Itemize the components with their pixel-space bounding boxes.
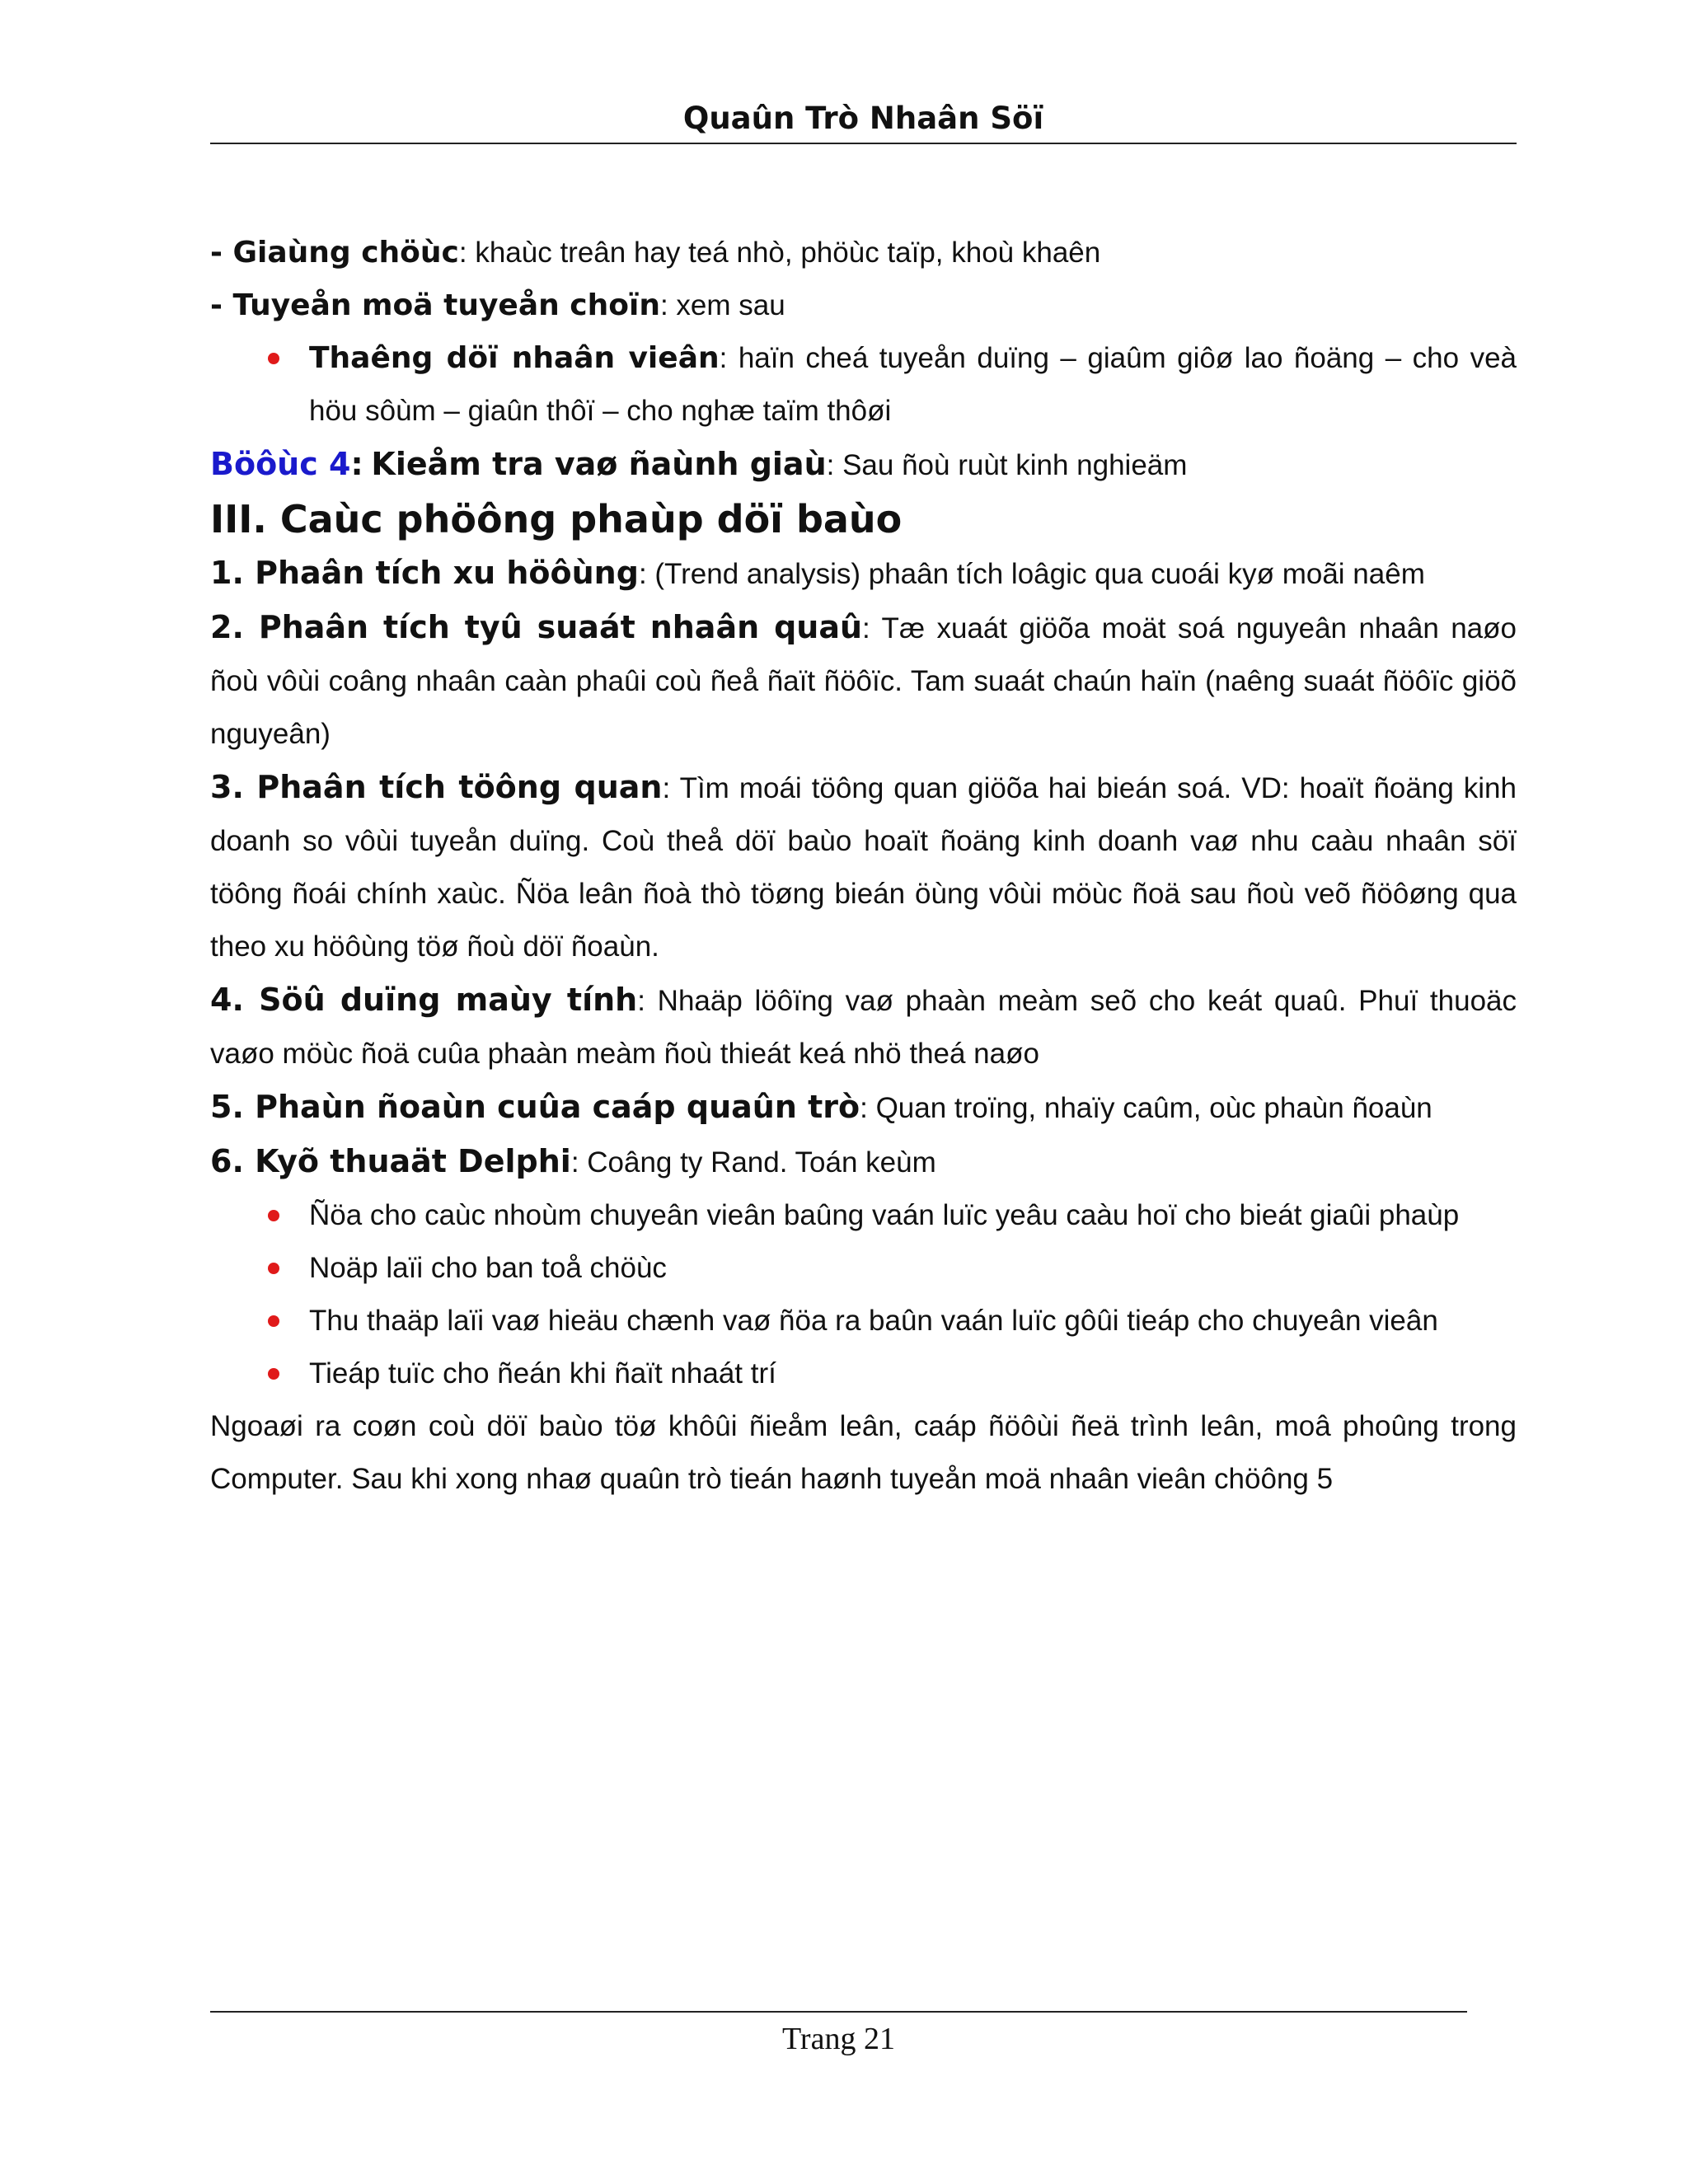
- method-1: [210, 546, 1517, 601]
- step-4-colon: :: [350, 446, 363, 482]
- method-1-text: : (Trend analysis) phaân tích loâgic qua cuoái kyø moãi naêm: [638, 558, 1425, 590]
- line-demotion-term: - Giaùng chöùc: [210, 236, 459, 269]
- bullet-text: : haïn cheá tuyeån duïng – giaûm giôø lao ñoäng – cho veà höu sôùm – giaûn thôï – cho nghæ taïm thôøi: [309, 342, 1517, 427]
- page-content: [210, 227, 1517, 1506]
- step-4-term: Kieåm tra vaø ñaùnh giaù: [371, 446, 827, 482]
- list-item: [210, 1242, 1517, 1295]
- list-item: [210, 1295, 1517, 1347]
- method-5-term: 5. Phaùn ñoaùn cuûa caáp quaûn trò: [210, 1089, 860, 1125]
- method-3: [210, 761, 1517, 973]
- line-recruitment-text: : xem sau: [659, 289, 785, 321]
- method-6-text: : Coâng ty Rand. Toán keùm: [570, 1146, 936, 1179]
- page-number: Trang 21: [782, 2022, 895, 2056]
- method-2-term: 2. Phaân tích tyû suaát nhaân quaû: [210, 609, 863, 645]
- surplus-bullet-list: [210, 332, 1517, 438]
- delphi-bullet-list: [210, 1189, 1517, 1400]
- line-demotion-text: : khaùc treân hay teá nhò, phöùc taïp, khoù khaên: [458, 237, 1101, 269]
- page-header: [210, 95, 1517, 144]
- step-4-text: : Sau ñoù ruùt kinh nghieäm: [826, 449, 1188, 481]
- method-5-text: : Quan troïng, nhaïy caûm, oùc phaùn ñoaùn: [860, 1092, 1432, 1124]
- method-2: [210, 601, 1517, 761]
- page-header-title: Quaûn Trò Nhaân Söï: [682, 101, 1044, 136]
- delphi-bullet-text: Tieáp tuïc cho ñeán khi ñaït nhaát trí: [309, 1357, 776, 1390]
- bullet-dot-icon: [268, 1368, 279, 1380]
- bullet-dot-icon: [268, 1210, 279, 1221]
- line-recruitment: [210, 279, 1517, 332]
- bullet-dot-icon: [268, 353, 279, 364]
- method-1-term: 1. Phaân tích xu höôùng: [210, 555, 639, 591]
- method-6: [210, 1135, 1517, 1189]
- step-4-label: Böôùc 4: [210, 446, 351, 482]
- list-item: [210, 1347, 1517, 1400]
- line-recruitment-term: - Tuyeån moä tuyeån choïn: [210, 288, 660, 322]
- closing-paragraph: Ngoaøi ra coøn coù döï baùo töø khôûi ñieåm leân, caáp ñöôùi ñeä trình leân, moâ phoûng trong Computer. Sau khi xong nhaø quaûn trò tieán haønh tuyeån moä nhaân vieân chöông 5: [210, 1410, 1517, 1495]
- delphi-bullet-text: Ñöa cho caùc nhoùm chuyeân vieân baûng vaán luïc yeâu caàu hoï cho bieát giaûi phaùp: [309, 1199, 1460, 1231]
- method-3-term: 3. Phaân tích töông quan: [210, 769, 663, 805]
- bullet-term: Thaêng döï nhaân vieân: [309, 341, 720, 375]
- bullet-dot-icon: [268, 1263, 279, 1274]
- page-footer: [210, 2011, 1467, 2062]
- line-demotion: [210, 227, 1517, 279]
- method-4: [210, 973, 1517, 1080]
- list-item: [210, 332, 1517, 438]
- method-2-text: : Tæ xuaát giöõa moät soá nguyeân nhaân naøo ñoù vôùi coâng nhaân caàn phaûi coù ñeå ñaït ñöôïc. Tam suaát chaún haïn (naêng suaát ñöôïc giöõ nguyeân): [210, 612, 1517, 750]
- method-6-term: 6. Kyõ thuaät Delphi: [210, 1143, 571, 1179]
- method-3-text: : Tìm moái töông quan giöõa hai bieán soá. VD: hoaït ñoäng kinh doanh so vôùi tuyeån duïng. Coù theå döï baùo hoaït ñoäng kinh doanh vaø nhu caàu nhaân söï töông ñoái chính xaùc. Ñöa leân ñoà thò töøng bieán öùng vôùi möùc ñoä sau ñoù veõ ñöôøng qua theo xu höôùng töø ñoù döï ñoaùn.: [210, 772, 1517, 963]
- method-4-text: : Nhaäp löôïng vaø phaàn meàm seõ cho keát quaû. Phuï thuoäc vaøo möùc ñoä cuûa phaàn meàm ñoù thieát keá nhö theá naøo: [210, 985, 1517, 1070]
- step-4: [210, 438, 1517, 492]
- method-4-term: 4. Söû duïng maùy tính: [210, 982, 638, 1018]
- method-5: [210, 1080, 1517, 1135]
- delphi-bullet-text: Noäp laïi cho ban toå chöùc: [309, 1252, 667, 1284]
- section-title: III. Caùc phöông phaùp döï baùo: [210, 497, 903, 541]
- delphi-bullet-text: Thu thaäp laïi vaø hieäu chænh vaø ñöa ra baûn vaán luïc gôûi tieáp cho chuyeân vieân: [309, 1305, 1438, 1337]
- bullet-dot-icon: [268, 1315, 279, 1327]
- list-item: [210, 1189, 1517, 1242]
